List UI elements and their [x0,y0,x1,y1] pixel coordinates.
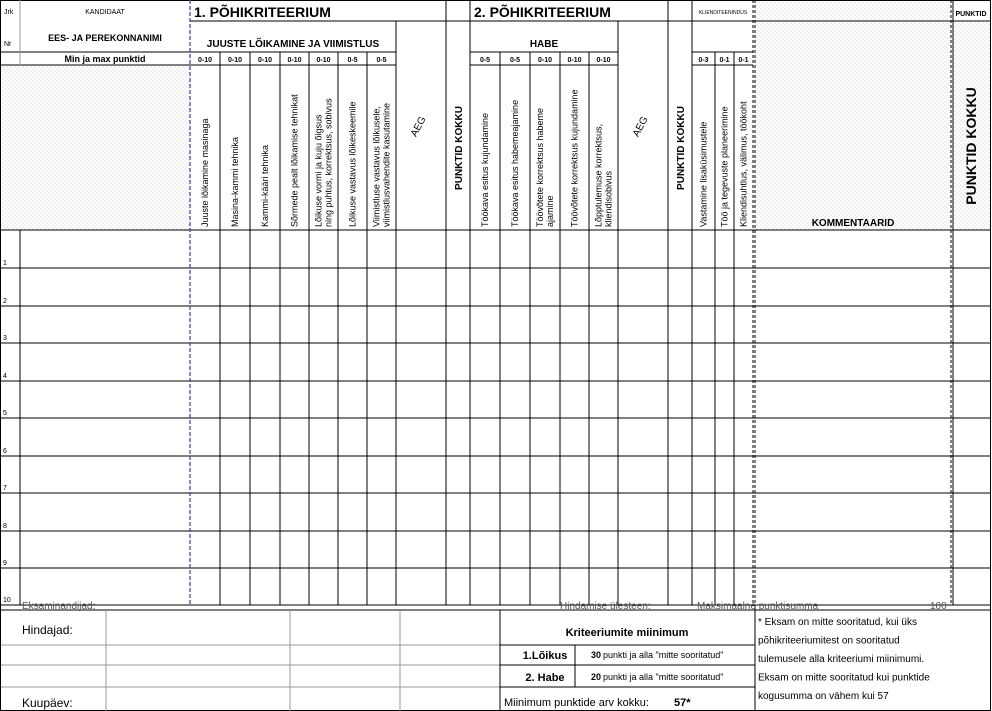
hatch-comments [755,1,951,230]
range-label: 0-10 [316,57,331,64]
criterion2-title: 2. PÕHIKRITEERIUM [474,4,611,20]
range-label: 0-10 [567,57,582,64]
note-line: põhikriteeriumitest on sooritatud [758,635,900,647]
range-label: 0-10 [197,57,213,64]
row-number: 4 [3,373,7,380]
hindajad-label: Hindajad: [22,623,73,637]
range-label: 0-5 [479,57,491,64]
row-number: 3 [3,335,7,342]
name-column-header: EES- JA PEREKONNANIMI [48,33,162,43]
svg-text:Lõikuse vastavus lõikeskeemile: Lõikuse vastavus lõikeskeemile [347,101,358,227]
row-number: 7 [3,485,7,492]
min-total-value: 57* [674,697,691,709]
kuupaev-label: Kuupäev: [22,696,73,710]
min-row2-label: 2. Habe [525,672,565,684]
svg-text:Töövõtete korrektsus kujundami: Töövõtete korrektsus kujundamine [569,89,580,227]
total-points-1: PUNKTID KOKKU [454,106,465,190]
svg-text:Töökava esitus kujundamine: Töökava esitus kujundamine [480,112,490,227]
footer-partial-right: Maksimaalne punktisumma [697,601,819,612]
jrk-label: Jrk [4,9,14,16]
range-label: 0-5 [509,57,521,64]
row-number: 5 [3,410,7,417]
criterion1-column-header [348,101,358,227]
row-number: 8 [3,523,7,530]
svg-text:Töö ja tegevuste planeerimine: Töö ja tegevuste planeerimine [719,106,730,227]
range-label: 0-3 [698,57,709,64]
criterion1-title: 1. PÕHIKRITEERIUM [194,4,331,20]
row-number: 9 [3,560,7,567]
note-line: tulemusele alla kriteeriumi miinimumi. [758,654,925,665]
range-label: 0-10 [537,57,553,64]
range-label: 0-5 [376,57,387,64]
criterion1-column-header [230,137,240,227]
service-column-header [720,106,730,227]
svg-text:Lõpptulemuse korrektsus,: Lõpptulemuse korrektsus, [593,123,604,227]
criterion1-column-header [260,145,270,227]
range-label: 0-5 [347,57,358,64]
kliendi-label: KLIENDITEENINDUS [698,10,748,16]
svg-text:kliendisobivus: kliendisobivus [603,170,614,227]
range-label: 0-10 [287,57,302,64]
criterion2-column-header [594,124,614,227]
criterion2-column-header [535,108,555,227]
range-label: 0-1 [719,57,730,64]
service-column-header [739,101,749,227]
minmax-label: Min ja max punktid [64,54,146,64]
svg-text:Lõikuse vormi ja kuju õigsus: Lõikuse vormi ja kuju õigsus [313,114,324,227]
criterion2-column-header [570,89,580,227]
range-label: 0-10 [596,57,611,64]
min-row2-text: punkti ja alla "mitte sooritatud" [603,672,724,682]
note-line: Eksam on mitte sooritatud kui punktide [758,672,930,684]
group1-title: JUUSTE LÕIKAMINE JA VIIMISTLUS [206,39,380,50]
minimum-title: Kriteeriumite miinimum [565,627,689,639]
time-label-2: AEG [630,114,651,139]
nr-label: Nr [4,41,12,48]
svg-text:Töökava esitus habemeajamine: Töökava esitus habemeajamine [510,99,520,227]
footer-partial-mid: Hindamise ülesteen: [560,601,651,612]
range-label: 0-10 [257,57,273,64]
grand-total-points: PUNKTID KOKKU [963,87,979,205]
group2-title: HABE [529,39,559,50]
svg-text:ajamine: ajamine [545,195,555,227]
svg-text:Sõrmede pealt lõikamise tehnik: Sõrmede pealt lõikamise tehnikat [289,94,300,227]
criterion1-column-header [372,103,392,227]
range-label: 0-1 [738,57,749,64]
svg-text:Juuste lõikamine masinaga: Juuste lõikamine masinaga [200,118,210,227]
hatch-left [1,66,190,230]
min-row1-text: punkti ja alla "mitte sooritatud" [603,650,724,660]
svg-text:Masina-kammi tehnika: Masina-kammi tehnika [230,136,240,227]
min-row2-num: 20 [591,672,602,682]
row-number: 1 [3,260,7,267]
svg-text:Vastamine lisaküsimustele: Vastamine lisaküsimustele [698,121,709,227]
row-number: 10 [3,597,11,604]
criterion1-column-header [200,118,210,227]
range-label: 0-10 [227,57,243,64]
row-number: 2 [3,298,7,305]
min-row1-label: 1.Lõikus [522,650,568,662]
min-row1-num: 30 [591,650,602,660]
criterion1-column-header [314,98,334,227]
time-label-1: AEG [408,114,429,139]
note-line: kogusumma on vähem kui 57 [758,691,889,702]
footer-partial-left: Eksaminandijad: [22,601,96,612]
punktid-small-label: PUNKTID [955,11,987,18]
note-line: * Eksam on mitte sooritatud, kui üks [758,617,917,628]
criterion2-column-header [480,113,490,227]
footer-partial-num: 100 [930,601,947,612]
svg-text:Viimistluse vastavus lõikusele: Viimistluse vastavus lõikusele, [371,106,382,227]
kandidaat-label: KANDIDAAT [85,9,125,16]
criterion2-column-header [510,100,520,227]
total-points-2: PUNKTID KOKKU [676,106,687,190]
min-total-label: Miinimum punktide arv kokku: [504,697,649,709]
svg-text:Kliendisuhtlus, välimus, tööko: Kliendisuhtlus, välimus, töökoht [738,101,749,227]
svg-text:ning puhtus, korrektsus, sobiv: ning puhtus, korrektsus, sobivus [323,98,334,227]
row-number: 6 [3,448,7,455]
criterion1-column-header [290,94,300,227]
svg-text:Kammi-kääri tehnika: Kammi-kääri tehnika [260,144,270,227]
svg-text:viimistlusvahendite kasutamine: viimistlusvahendite kasutamine [381,102,392,227]
service-column-header [699,122,709,227]
comments-header: KOMMENTAARID [811,218,895,229]
svg-text:Töövõtete korrektsus habeme: Töövõtete korrektsus habeme [535,107,545,227]
